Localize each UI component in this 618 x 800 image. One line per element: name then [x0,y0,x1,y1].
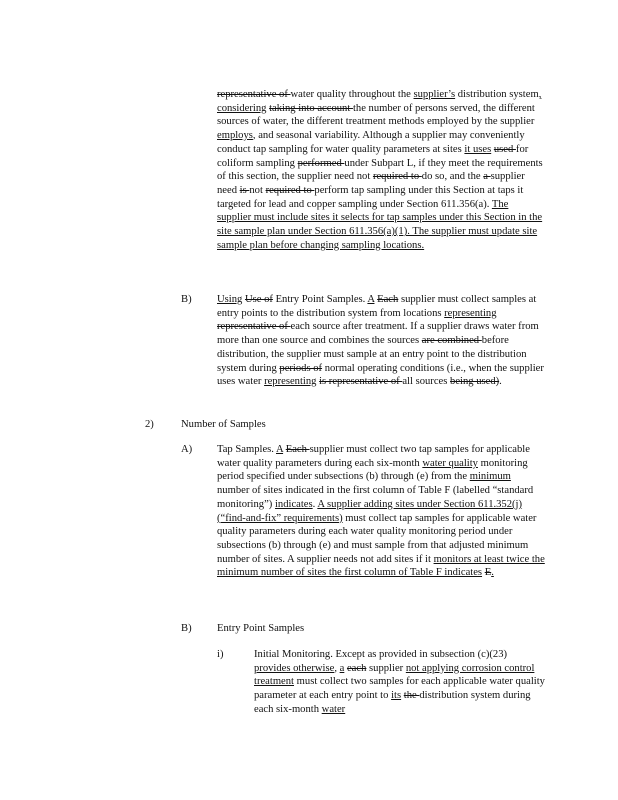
deleted-text: E [484,567,492,579]
section-i-label: i) [217,649,224,660]
inserted-text: monitors at least twice the minimum number of sites the first column of Table F indicates [217,553,545,579]
section-b1-label: B) [181,294,192,305]
text-run: do so, and the [421,171,484,183]
text-run: not [249,184,266,196]
text-run: , and seasonal variability. Although a supplier may conveniently conduct tap sampling for water quality parameters at sites [217,130,525,155]
deleted-text: periods of [279,362,323,374]
text-run: must collect tap samples for applicable water quality parameters during each water quality monitoring period under subsections (b) through (e) and must sample from that adjusted minimum number of sites. A supplier needs not add sites if it [217,512,537,565]
deleted-text: Each [285,444,310,455]
text-run: . [499,376,502,388]
inserted-text: a [339,662,345,674]
deleted-text: Each [377,294,399,305]
inserted-text: its [391,690,402,702]
deleted-text: required to [265,184,315,196]
inserted-text: water quality [422,457,478,469]
deleted-text: the [403,690,420,702]
text-run: . [312,498,318,510]
text-run: before distribution, the supplier must sample at an entry point to the distribution system during [217,335,527,374]
deleted-text: each [346,662,367,674]
inserted-text: minimum [469,471,511,483]
text-run: supplier [366,662,406,674]
inserted-text: indicates [274,498,313,510]
deleted-text: is [239,184,250,196]
text-run: Entry Point Samples. [272,294,368,305]
text-run: the number of persons served, the different sources of water, the different treatment methods employed by the supplier [217,102,535,128]
deleted-text: taking into account [269,102,353,114]
inserted-text: water [321,703,346,715]
inserted-text: employs [217,130,253,142]
text-run: Initial Monitoring. Except as provided in subsection (c)(23) [254,649,508,660]
deleted-text: representative of [217,89,291,100]
section-i-paragraph [254,648,545,717]
text-run: all sources [402,376,451,388]
section-2-label: 2) [145,419,154,430]
text-run: supplier must collect samples at entry points to the distribution system from locations [217,294,537,319]
text-run: under Subpart L, if they meet the requirements of this section, the supplier need not [217,157,543,183]
deleted-text: is representative of [319,376,403,388]
text-run: supplier must collect two tap samples for applicable water quality parameters during each six-month [217,444,530,469]
text-run: perform tap sampling under this Section at taps it targeted for lead and copper sampling under Section 611.356(a). [217,184,524,210]
deleted-text: representative of [217,321,291,333]
section-2-heading: Number of Samples [181,419,266,430]
deleted-text: are combined [421,335,482,347]
section-b2-label: B) [181,623,192,634]
text-run: number of sites indicated in the first column of Table F (labelled “standard monitoring”) [217,485,534,510]
inserted-text: not applying corrosion control treatment [254,662,535,688]
deleted-text: Use of [244,294,273,305]
deleted-text: required to [372,171,422,183]
inserted-text: . [491,567,494,579]
deleted-text: performed [297,157,345,169]
intro-paragraph [217,88,545,252]
text-run: for coliform sampling [217,143,529,169]
section-b2-heading: Entry Point Samples [217,623,305,634]
deleted-text: being used) [450,376,500,388]
text-run: distribution system during each six-month [254,690,531,715]
section-a2-label: A) [181,444,193,455]
inserted-text: A [367,294,375,305]
inserted-text: Using [217,294,243,305]
inserted-text: representing [444,307,497,319]
inserted-text: A supplier adding sites under Section 611.352(j) (“find-and-fix” requirements) [217,498,523,524]
inserted-text: provides otherwise [254,662,335,674]
inserted-text: supplier’s [413,89,456,100]
text-run: supplier need [217,171,525,196]
inserted-text: , considering [217,89,542,114]
inserted-text: representing [264,376,317,388]
inserted-text: it uses [464,143,492,155]
text-run: must collect two samples for each applicable water quality parameter at each entry point to [254,676,545,702]
section-a2-paragraph [217,443,545,580]
deleted-text: used [493,143,516,155]
deleted-text: a [483,171,491,183]
text-run: , [334,662,340,674]
text-run: Tap Samples. [217,444,276,455]
text-run: monitoring period specified under subsections (b) through (e) from the [217,457,528,483]
section-b1-paragraph [217,293,545,389]
inserted-text: The supplier must include sites it selects for tap samples under this Section in the site sample plan under Section 611.356(a)(1). The supplier must update site sample plan before changing sampling locations. [217,198,543,251]
text-run: distribution system [455,89,539,100]
text-run: each source after treatment. If a supplier draws water from more than one source and combines the sources [217,321,539,347]
text-run: normal operating conditions (i.e., when the supplier uses water [217,362,544,388]
text-run: water quality throughout the [290,89,414,100]
inserted-text: A [276,444,284,455]
